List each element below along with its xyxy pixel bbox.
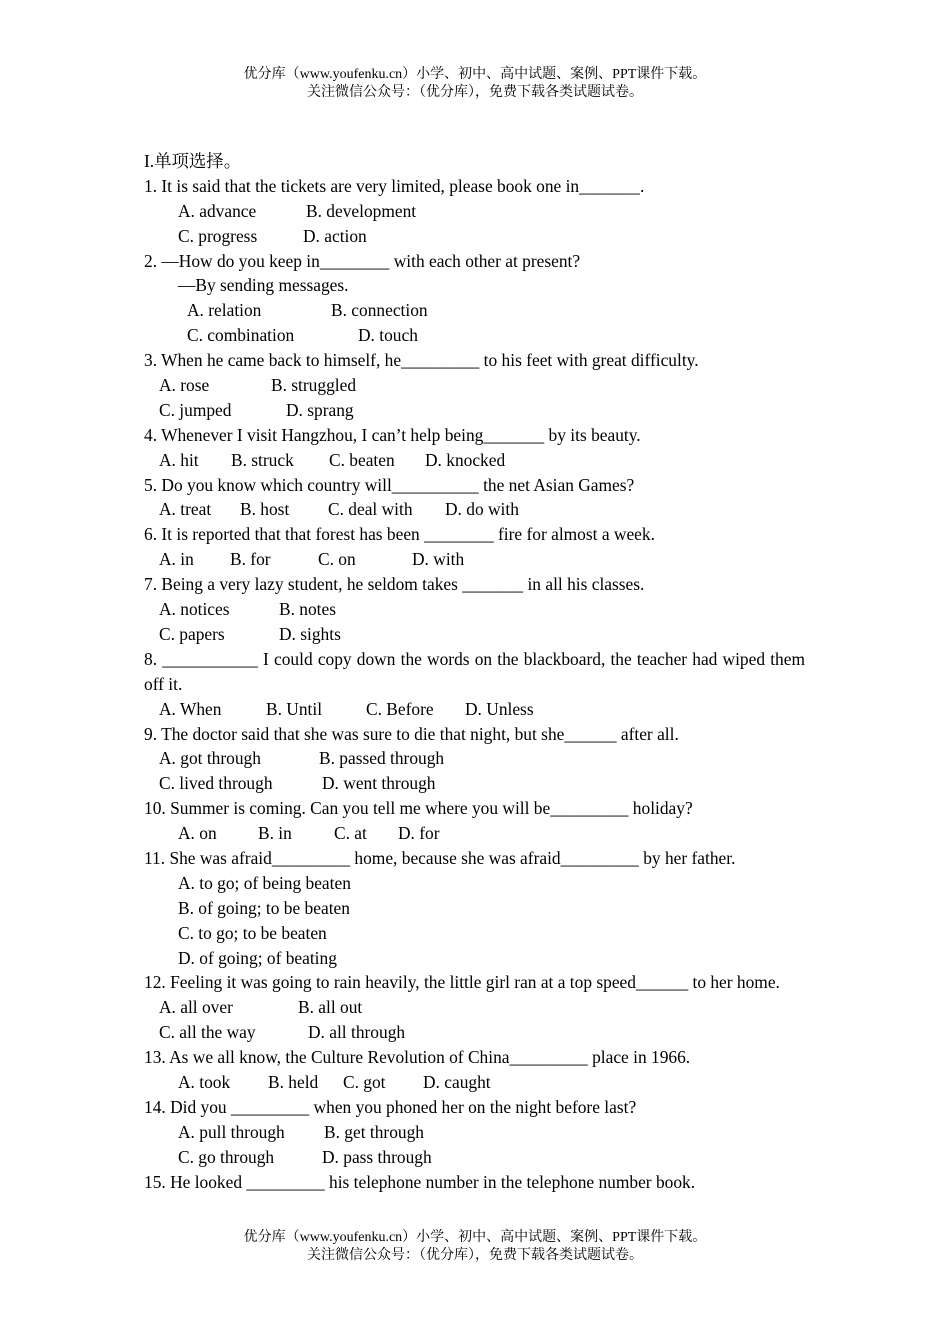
question-14-options-row-1 [144,1120,805,1145]
question-10-options [144,821,805,846]
question-6-options [144,547,805,572]
option-b: B. notes [279,599,337,620]
option-c: C. combination [187,325,295,346]
option-b: B. struggled [271,375,357,396]
option-c: C. all the way [159,1022,256,1043]
option-b: B. all out [298,997,363,1018]
question-7-options-row-1 [144,597,805,622]
option-c: C. go through [178,1146,275,1167]
option-a: A. got through [159,748,261,769]
section-title: I.单项选择。 [144,151,242,171]
option-a: A. in [159,549,194,570]
question-5-options [144,497,805,522]
question-2-options-row-1 [144,298,805,323]
question-10-stem: 10. Summer is coming. Can you tell me where you will be_________ holiday? [144,798,693,819]
question-13-options [144,1070,805,1095]
question-9-options-row-1 [144,746,805,771]
option-d: D. action [303,225,367,246]
option-d: D. knocked [425,449,506,470]
option-b: B. host [240,499,290,520]
option-a: A. advance [178,200,257,221]
option-a: A. treat [159,499,212,520]
question-3-options-row-1 [144,373,805,398]
question-12-options-row-1 [144,995,805,1020]
question-3-stem: 3. When he came back to himself, he_________ to his feet with great difficulty. [144,350,699,371]
option-c: C. jumped [159,399,232,420]
option-c: C. beaten [329,449,395,470]
option-a: A. took [178,1072,231,1092]
question-11-stem: 11. She was afraid_________ home, because she was afraid_________ by her father. [144,847,736,868]
page-footer [0,1229,950,1265]
option-b: B. Until [266,698,323,719]
option-a: A. all over [159,997,233,1018]
option-c: C. on [318,549,356,570]
option-c: C. progress [178,225,258,246]
option-a: A. on [178,823,217,844]
option-a: A. rose [159,375,210,396]
question-1-options-row-2 [144,224,805,249]
option-b: B. connection [331,300,428,321]
header-line-1: 优分库（www.youfenku.cn）小学、初中、高中试题、案例、PPT课件下载。 [243,67,707,82]
option-d: D. went through [322,773,436,794]
option-c: C. to go; to be beaten [178,922,327,943]
option-d: D. Unless [465,698,534,719]
header-line-2: 关注微信公众号：（优分库），免费下载各类试题试卷。 [307,85,643,100]
question-3-options-row-2 [144,398,805,423]
exam-content [144,149,805,1194]
option-d: D. for [398,823,440,844]
option-d: D. caught [423,1072,491,1092]
question-4-options [144,448,805,473]
question-4-stem: 4. Whenever I visit Hangzhou, I can’t help being_______ by its beauty. [144,424,641,445]
question-5-stem: 5. Do you know which country will__________ the net Asian Games? [144,474,635,495]
question-1-options-row-1 [144,199,805,224]
question-7-stem: 7. Being a very lazy student, he seldom takes _______ in all his classes. [144,574,645,595]
option-c: C. deal with [328,499,413,520]
option-d: D. touch [358,325,418,346]
option-b: B. development [306,200,417,221]
question-12-options-row-2 [144,1020,805,1045]
option-b: B. of going; to be beaten [178,897,350,918]
question-9-options-row-2 [144,771,805,796]
option-b: B. get through [324,1121,424,1142]
question-8-stem: 8. ___________ I could copy down the words on the blackboard, the teacher had wiped them off it. [144,648,805,694]
option-d: D. do with [445,499,519,520]
question-14-stem: 14. Did you _________ when you phoned her on the night before last? [144,1096,637,1117]
option-c: C. lived through [159,773,273,794]
option-c: C. got [343,1072,386,1092]
question-8-options [144,697,805,722]
question-15-stem: 15. He looked _________ his telephone number in the telephone number book. [144,1171,696,1192]
option-c: C. Before [366,698,434,719]
question-6-stem: 6. It is reported that that forest has been ________ fire for almost a week. [144,524,655,545]
question-14-options-row-2 [144,1145,805,1170]
option-a: A. notices [159,599,230,620]
option-b: B. passed through [319,748,445,769]
question-9-stem: 9. The doctor said that she was sure to die that night, but she______ after all. [144,723,679,744]
option-b: B. struck [231,449,294,470]
option-a: A. hit [159,449,199,470]
option-c: C. at [334,823,367,844]
question-2-stem: 2. —How do you keep in________ with each other at present? [144,250,581,271]
footer-line-1: 优分库（www.youfenku.cn）小学、初中、高中试题、案例、PPT课件下载。 [243,1230,707,1245]
question-7-options-row-2 [144,622,805,647]
option-d: D. with [412,549,465,570]
option-a: A. When [159,698,222,719]
question-1-stem: 1. It is said that the tickets are very limited, please book one in_______. [144,175,645,196]
option-d: D. pass through [322,1146,432,1167]
footer-line-2: 关注微信公众号：（优分库），免费下载各类试题试卷。 [307,1248,643,1263]
option-d: D. sights [279,623,341,644]
option-a: A. to go; of being beaten [178,872,351,893]
page-header [0,66,950,102]
option-d: D. of going; of beating [178,947,337,968]
option-a: A. pull through [178,1121,285,1142]
option-c: C. papers [159,623,225,644]
option-b: B. for [230,549,271,570]
option-b: B. in [258,823,292,844]
option-b: B. held [268,1072,319,1092]
option-d: D. sprang [286,399,354,420]
option-d: D. all through [308,1022,406,1043]
question-12-stem: 12. Feeling it was going to rain heavily, the little girl ran at a top speed______ to her home. [144,972,780,993]
option-a: A. relation [187,300,262,321]
question-2-options-row-2 [144,323,805,348]
question-2-reply: —By sending messages. [178,275,349,296]
question-13-stem: 13. As we all know, the Culture Revolution of China_________ place in 1966. [144,1047,691,1068]
